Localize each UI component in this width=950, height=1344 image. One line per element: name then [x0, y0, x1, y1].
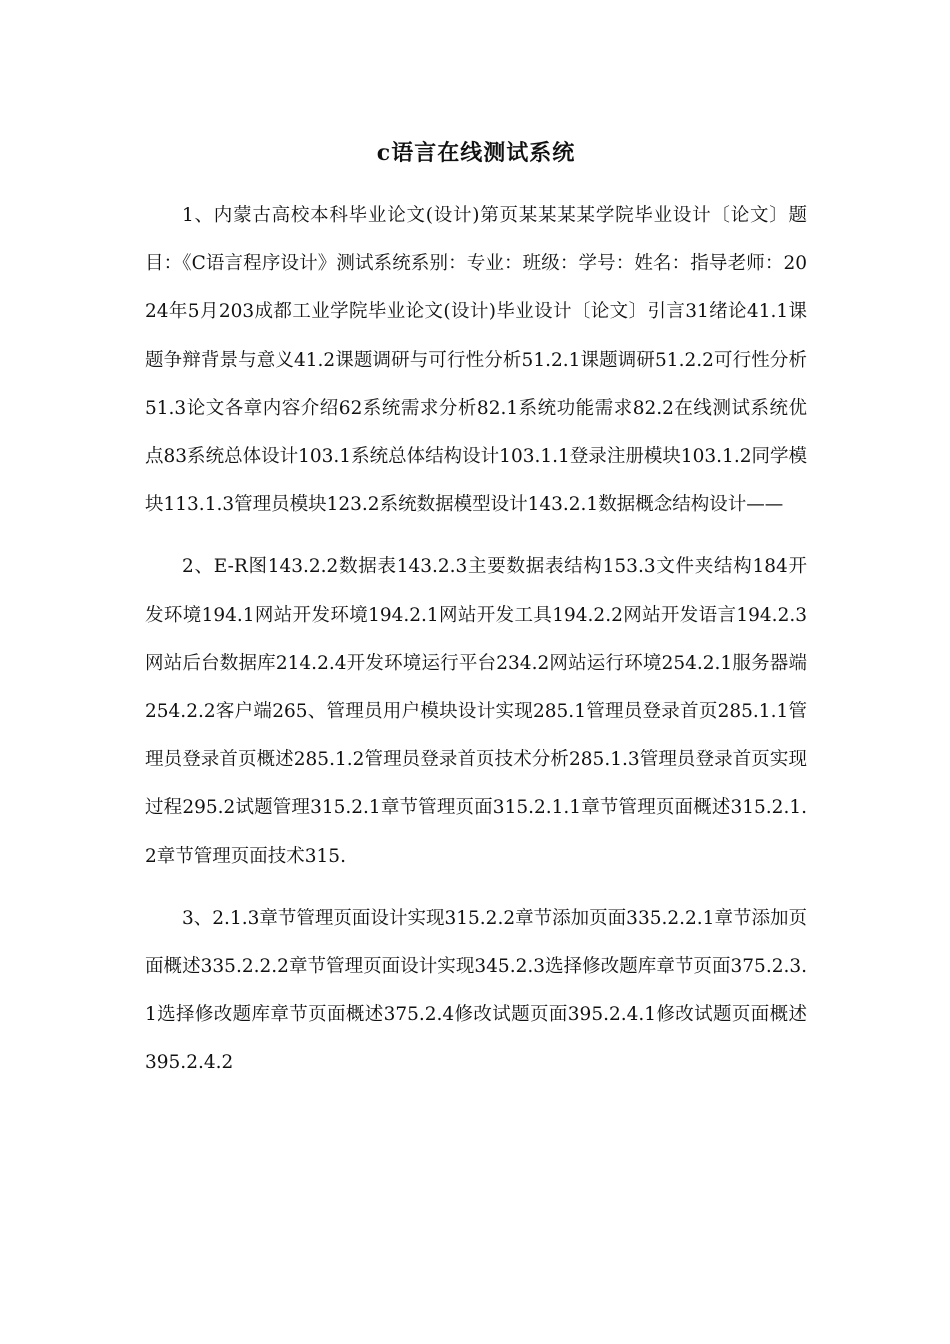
- paragraph-3: 3、2.1.3章节管理页面设计实现315.2.2章节添加页面335.2.2.1章节添加页面概述335.2.2.2章节管理页面设计实现345.2.3选择修改题库章节页面375.2.3.1选择修改题库章节页面概述375.2.4修改试题页面395.2.4.1修改试题页面概述395.2.4.2: [145, 907, 807, 1074]
- document-title: c语言在线测试系统: [376, 140, 576, 166]
- document-page: [145, 128, 807, 1102]
- paragraph-1: 1、内蒙古高校本科毕业论文(设计)第页某某某某学院毕业设计〔论文〕题目：《C语言程序设计》测试系统系别：专业：班级：学号：姓名：指导老师：2024年5月203成都工业学院毕业论文(设计)毕业设计〔论文〕引言31绪论41.1课题争辩背景与意义41.2课题调研与可行性分析51.2.1课题调研51.2.2可行性分析51.3论文各章内容介绍62系统需求分析82.1系统功能需求82.2在线测试系统优点83系统总体设计103.1系统总体结构设计103.1.1登录注册模块103.1.2同学模块113.1.3管理员模块123.2系统数据模型设计143.2.1数据概念结构设计——: [145, 205, 807, 516]
- paragraph-2: 2、E-R图143.2.2数据表143.2.3主要数据表结构153.3文件夹结构184开发环境194.1网站开发环境194.2.1网站开发工具194.2.2网站开发语言194.2.3网站后台数据库214.2.4开发环境运行平台234.2网站运行环境254.2.1服务器端254.2.2客户端265、管理员用户模块设计实现285.1管理员登录首页285.1.1管理员登录首页概述285.1.2管理员登录首页技术分析285.1.3管理员登录首页实现过程295.2试题管理315.2.1章节管理页面315.2.1.1章节管理页面概述315.2.1.2章节管理页面技术315.: [145, 556, 807, 867]
